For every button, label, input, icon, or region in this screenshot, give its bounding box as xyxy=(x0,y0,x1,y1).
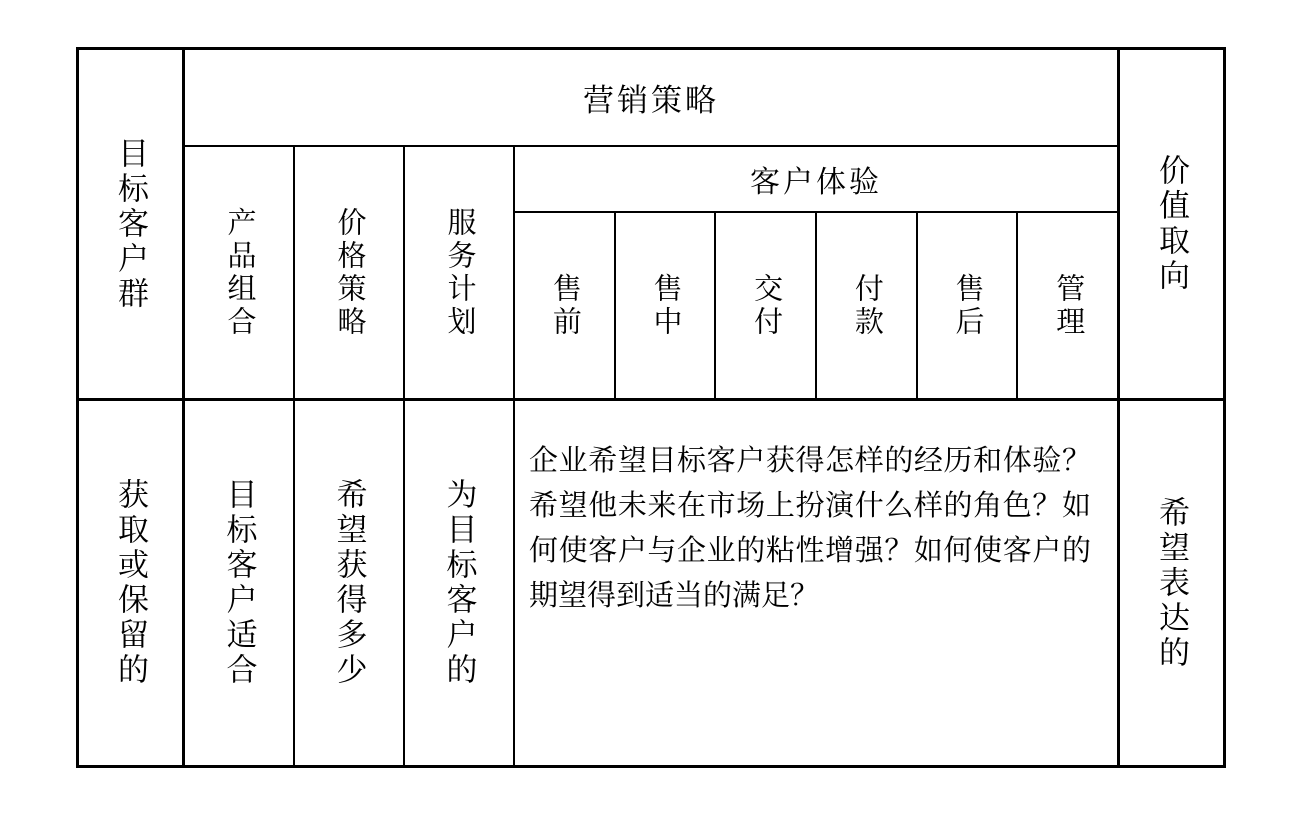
stage-payment-label: 付款 xyxy=(850,272,883,339)
customer-experience-block xyxy=(515,147,1117,398)
customer-experience-title xyxy=(515,147,1117,213)
value-orientation-header xyxy=(1120,50,1223,401)
value-orientation-header-label: 价值取向 xyxy=(1154,154,1189,294)
target-customer-body-label: 获取或保留的 xyxy=(113,478,148,688)
header-price-strategy xyxy=(295,147,405,398)
header-columns-row xyxy=(185,147,1117,398)
customer-experience-stages-row xyxy=(515,213,1117,398)
customer-experience-title-label: 客户体验 xyxy=(750,166,882,199)
header-product-mix-label: 产品组合 xyxy=(223,206,256,339)
body-service-plan xyxy=(405,401,515,765)
stage-management xyxy=(1018,213,1117,398)
center-header-block xyxy=(185,50,1117,401)
stage-payment xyxy=(817,213,918,398)
stage-delivery xyxy=(716,213,817,398)
marketing-strategy-label: 营销策略 xyxy=(583,83,719,118)
value-orientation-body xyxy=(1120,401,1223,765)
stage-delivery-label: 交付 xyxy=(750,272,783,339)
body-price-strategy-label: 希望获得多少 xyxy=(331,478,367,688)
customer-experience-description: 企业希望目标客户获得怎样的经历和体验？希望他未来在市场上扮演什么样的角色？如何使客户与企业的粘性增强？如何使客户的期望得到适当的满足？ xyxy=(529,445,1091,612)
body-product-mix xyxy=(185,401,295,765)
header-service-plan-label: 服务计划 xyxy=(443,206,476,339)
value-orientation-body-label: 希望表达的 xyxy=(1154,495,1189,671)
stage-pre-sale-label: 售前 xyxy=(548,272,581,339)
target-customer-header xyxy=(79,50,182,401)
stage-during-sale xyxy=(616,213,717,398)
marketing-strategy-band xyxy=(185,50,1117,147)
center-block xyxy=(185,50,1117,765)
strategy-matrix-table xyxy=(76,47,1226,768)
target-customer-header-label: 目标客户群 xyxy=(113,136,148,312)
body-product-mix-label: 目标客户适合 xyxy=(221,478,257,688)
body-price-strategy xyxy=(295,401,405,765)
column-target-customer xyxy=(79,50,185,765)
header-product-mix xyxy=(185,147,295,398)
body-service-plan-label: 为目标客户的 xyxy=(441,478,477,688)
stage-after-sale-label: 售后 xyxy=(951,272,984,339)
stage-management-label: 管理 xyxy=(1052,272,1085,339)
center-body-row xyxy=(185,401,1117,765)
stage-during-sale-label: 售中 xyxy=(649,272,682,339)
header-service-plan xyxy=(405,147,515,398)
stage-after-sale xyxy=(918,213,1019,398)
column-value-orientation xyxy=(1117,50,1223,765)
target-customer-body xyxy=(79,401,182,765)
header-price-strategy-label: 价格策略 xyxy=(333,206,366,339)
stage-pre-sale xyxy=(515,213,616,398)
